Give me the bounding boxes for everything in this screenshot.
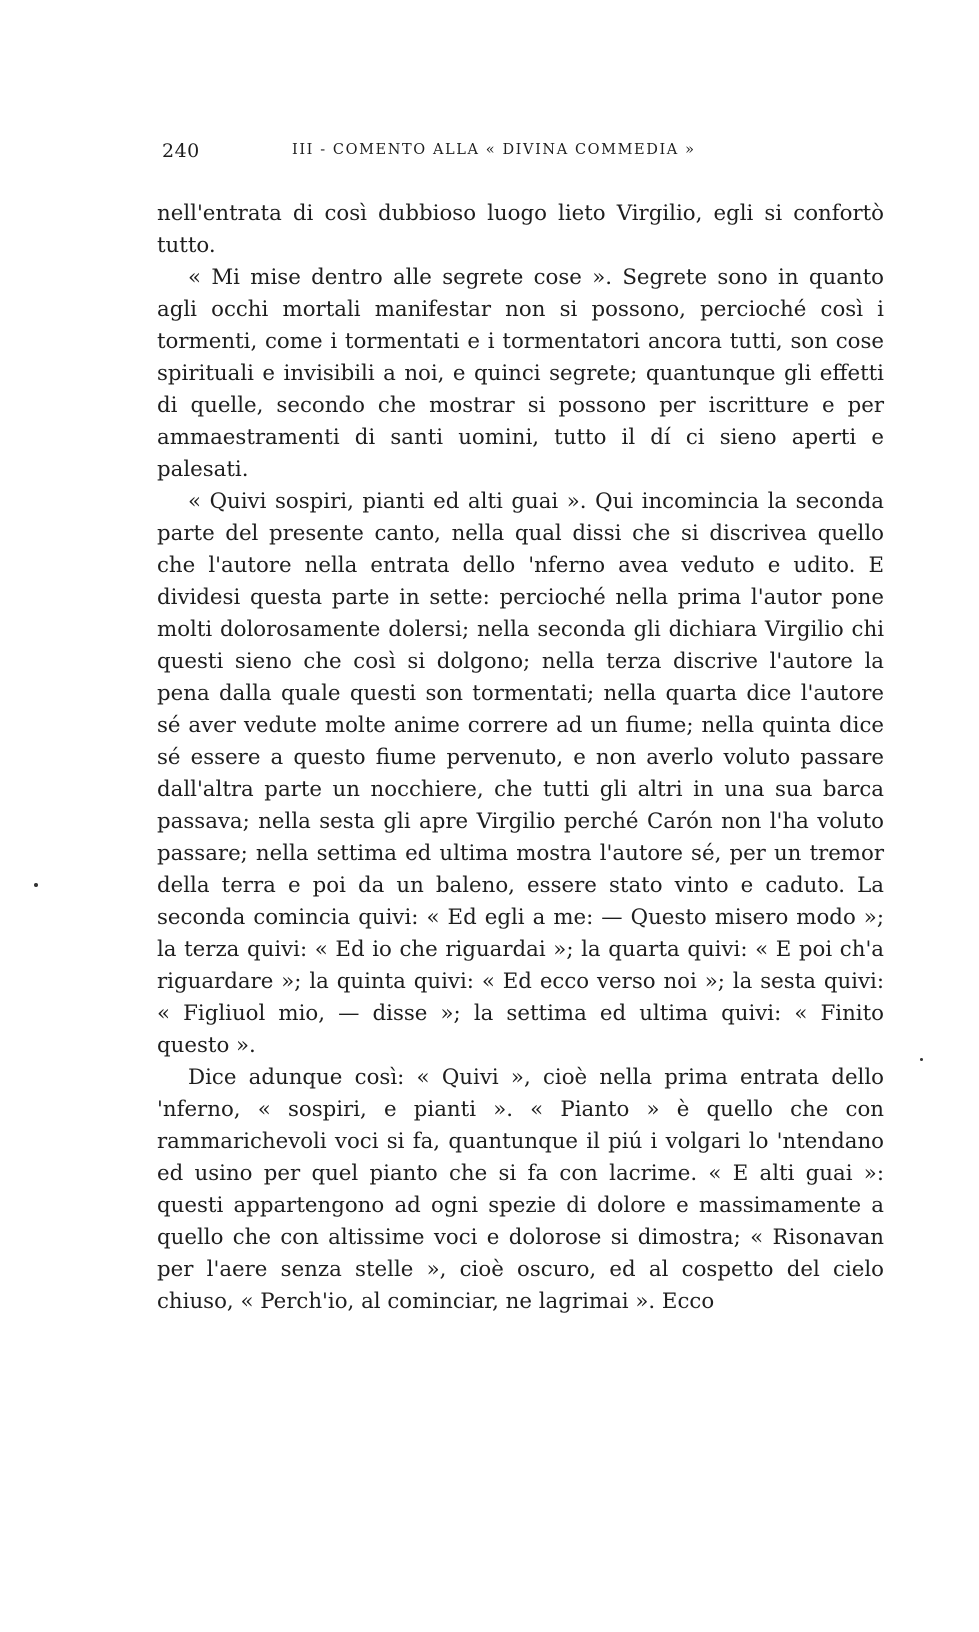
page-number: 240 xyxy=(162,140,200,162)
paragraph: « Mi mise dentro alle segrete cose ». Segrete sono in quanto agli occhi mortali manifestar non si possono, percioché così i tormenti, come i tormentati e i tormentatori ancora tutti, son cose spirituali e invisibili a noi, e quinci segrete; quantunque gli effetti di quelle, secondo che mostrar si possono per iscritture e per ammaestramenti di santi uomini, tutto il dí ci sieno aperti e palesati. xyxy=(157,265,884,482)
page-header xyxy=(162,140,882,170)
body-text xyxy=(157,198,884,1318)
paragraph: « Quivi sospiri, pianti ed alti guai ». Qui incomincia la seconda parte del presente canto, nella qual dissi che si discrivea quello che l'autore nella entrata dello 'nferno avea veduto e udito. E dividesi questa parte in sette: percioché nella prima l'autor pone molti dolorosamente dolersi; nella seconda gli dichiara Virgilio chi questi sieno che così si dolgono; nella terza discrive l'autore la pena dalla quale questi son tormentati; nella quarta dice l'autore sé aver vedute molte anime correre ad un fiume; nella quinta dice sé essere a questo fiume pervenuto, e non averlo voluto passare dall'altra parte un nocchiere, che tutti gli altri in una sua barca passava; nella sesta gli apre Virgilio perché Carón non l'ha voluto passare; nella settima ed ultima mostra l'autore sé, per un tremor della terra e poi da un baleno, essere stato vinto e caduto. La seconda comincia quivi: « Ed egli a me: — Questo misero modo »; la terza quivi: « Ed io che riguardai »; la quarta quivi: « E poi ch'a riguardare »; la quinta quivi: « Ed ecco verso noi »; la sesta quivi: « Figliuol mio, — disse »; la settima ed ultima quivi: « Finito questo ». xyxy=(157,489,884,1058)
scan-speck xyxy=(920,1058,923,1061)
paragraph: nell'entrata di così dubbioso luogo lieto Virgilio, egli si confortò tutto. xyxy=(157,201,884,258)
paragraph: Dice adunque così: « Quivi », cioè nella prima entrata dello 'nferno, « sospiri, e pianti ». « Pianto » è quello che con rammarichevoli voci si fa, quantunque il piú i volgari lo 'ntendano ed usino per quel pianto che si fa con lacrime. « E alti guai »: questi appartengono ad ogni spezie di dolore e massimamente a quello che con altissime voci e dolorose si dimostra; « Risonavan per l'aere senza stelle », cioè oscuro, ed al cospetto del cielo chiuso, « Perch'io, al cominciar, ne lagrimai ». Ecco xyxy=(157,1065,884,1314)
running-title: III - COMENTO ALLA « DIVINA COMMEDIA » xyxy=(292,142,696,158)
scan-speck xyxy=(34,883,38,887)
